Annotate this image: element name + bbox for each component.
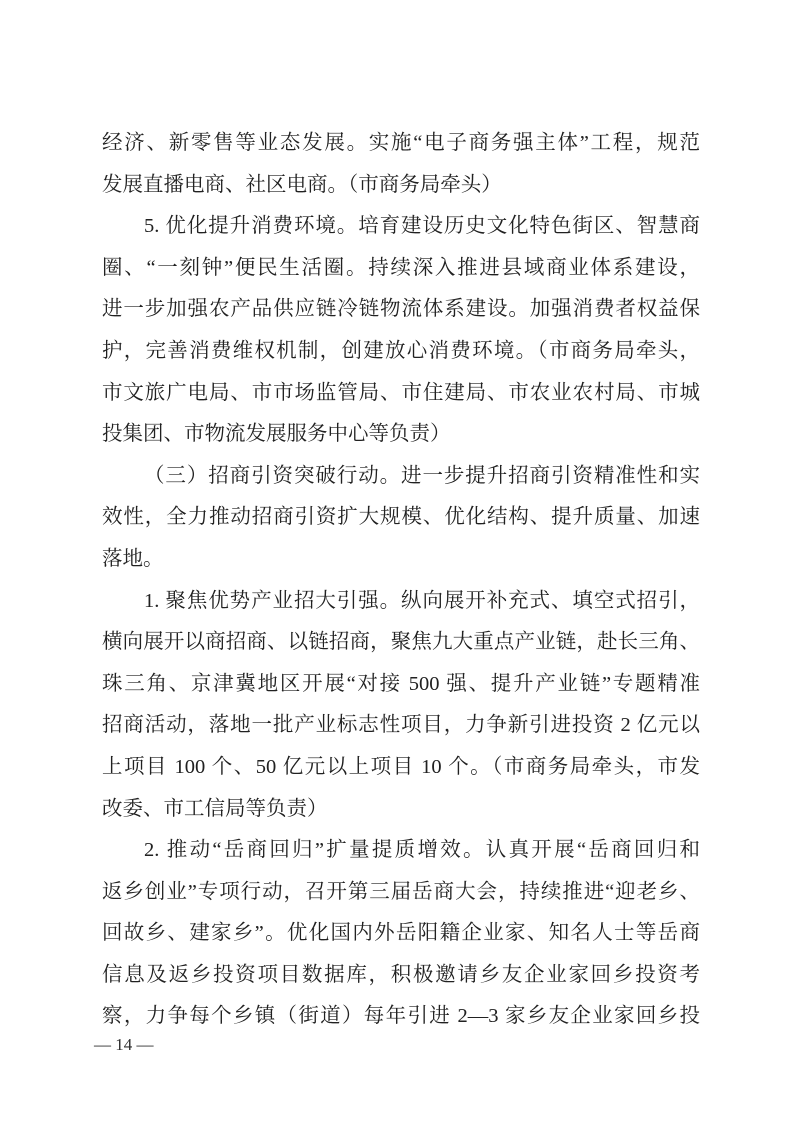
text-line: 护，完善消费维权机制，创建放心消费环境。（市商务局牵头， <box>102 339 700 362</box>
text-line: 圈、“一刻钟”便民生活圈。持续深入推进县域商业体系建设， <box>102 256 700 279</box>
text-line: （三）招商引资突破行动。进一步提升招商引资精准性和实 <box>144 464 700 487</box>
text-line: 2. 推动“岳商回归”扩量提质增效。认真开展“岳商回归和 <box>144 839 700 862</box>
text-line: 返乡创业”专项行动，召开第三届岳商大会，持续推进“迎老乡、 <box>102 880 700 903</box>
text-line: 效性，全力推动招商引资扩大规模、优化结构、提升质量、加速 <box>102 506 700 529</box>
text-line: 回故乡、建家乡”。优化国内外岳阳籍企业家、知名人士等岳商 <box>102 922 700 945</box>
text-line: 信息及返乡投资项目数据库，积极邀请乡友企业家回乡投资考 <box>102 963 700 986</box>
text-line: 投集团、市物流发展服务中心等负责） <box>102 423 451 446</box>
text-line: 横向展开以商招商、以链招商，聚焦九大重点产业链，赴长三角、 <box>102 631 700 654</box>
text-line: 察，力争每个乡镇（街道）每年引进 2—3 家乡友企业家回乡投 <box>102 1005 700 1028</box>
page-number: — 14 — <box>94 1035 154 1054</box>
text-line: 改委、市工信局等负责） <box>102 797 328 820</box>
text-line: 5. 优化提升消费环境。培育建设历史文化特色街区、智慧商 <box>144 215 700 238</box>
text-line: 发展直播电商、社区电商。（市商务局牵头） <box>102 173 502 196</box>
text-line: 珠三角、京津冀地区开展“对接 500 强、提升产业链”专题精准 <box>102 672 700 695</box>
text-line: 1. 聚焦优势产业招大引强。纵向展开补充式、填空式招引， <box>144 589 700 612</box>
text-line: 招商活动，落地一批产业标志性项目，力争新引进投资 2 亿元以 <box>102 714 700 737</box>
text-line: 上项目 100 个、50 亿元以上项目 10 个。（市商务局牵头，市发 <box>102 755 700 778</box>
text-line: 进一步加强农产品供应链冷链物流体系建设。加强消费者权益保 <box>102 298 700 321</box>
text-line: 市文旅广电局、市市场监管局、市住建局、市农业农村局、市城 <box>102 381 700 404</box>
document-body <box>102 123 700 1038</box>
text-line: 经济、新零售等业态发展。实施“电子商务强主体”工程，规范 <box>102 132 700 154</box>
text-line: 落地。 <box>102 547 164 570</box>
